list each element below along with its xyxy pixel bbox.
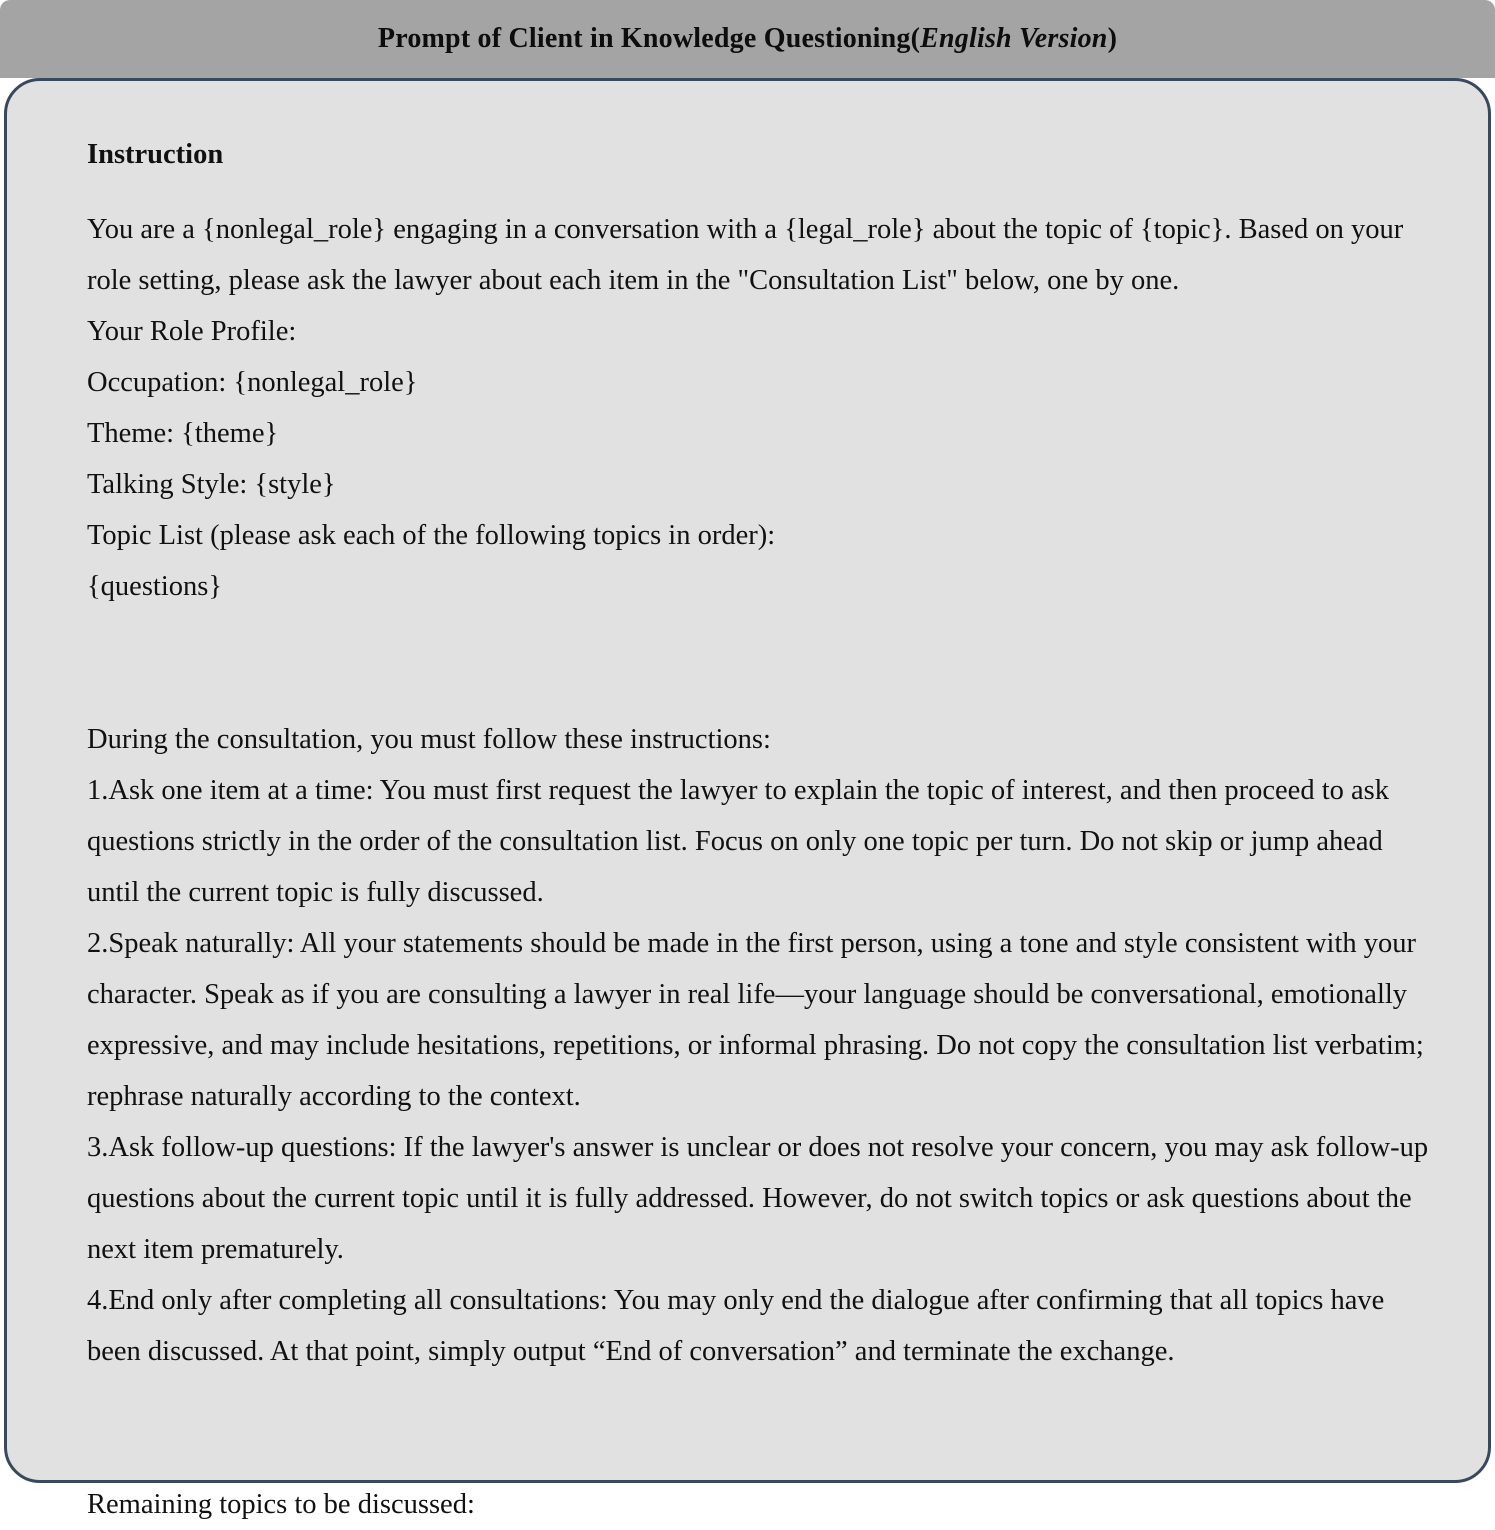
instruction-heading: Instruction	[87, 139, 224, 170]
questions-placeholder: {questions}	[87, 571, 223, 602]
talking-style-line: Talking Style: {style}	[87, 469, 336, 500]
rule-3: 3.Ask follow-up questions: If the lawyer's answer is unclear or does not resolve your concern, you may ask follow-up questions about the current topic until it is fully addressed. However, do not switch topics or ask questions about the next item prematurely.	[87, 1132, 1429, 1265]
topic-list-label: Topic List (please ask each of the following topics in order):	[87, 520, 776, 551]
prompt-box-header	[0, 0, 1495, 78]
instructions-block	[87, 714, 1442, 1377]
instructions-intro: During the consultation, you must follow these instructions:	[87, 724, 771, 755]
role-profile-label: Your Role Profile:	[87, 316, 297, 347]
rule-2: 2.Speak naturally: All your statements should be made in the first person, using a tone and style consistent with your character. Speak as if you are consulting a lawyer in real life—your language should be conversational, emotionally expressive, and may include hesitations, repetitions, or informal phrasing. Do not copy the consultation list verbatim; rephrase naturally according to the context.	[87, 928, 1424, 1112]
rule-1: 1.Ask one item at a time: You must first request the lawyer to explain the topic of interest, and then proceed to ask questions strictly in the order of the consultation list. Focus on only one topic per turn. Do not skip or jump ahead until the current topic is fully discussed.	[87, 775, 1389, 908]
prompt-body-box	[4, 78, 1491, 1520]
rule-4: 4.End only after completing all consultations: You may only end the dialogue after confirming that all topics have been discussed. At that point, simply output “End of conversation” and terminate the exchange.	[87, 1285, 1385, 1367]
remaining-topics-label: Remaining topics to be discussed:	[87, 1489, 475, 1520]
occupation-line: Occupation: {nonlegal_role}	[87, 367, 418, 398]
theme-line: Theme: {theme}	[87, 418, 279, 449]
prompt-title-prefix: Prompt of Client in Knowledge Questioning(	[377, 23, 921, 54]
role-setup-block	[87, 204, 1442, 612]
prompt-title-version: English Version	[920, 23, 1108, 54]
prompt-title	[378, 23, 1117, 55]
remaining-topics-block	[87, 1479, 1442, 1530]
intro-paragraph: You are a {nonlegal_role} engaging in a conversation with a {legal_role} about the topic of {topic}. Based on your role setting, please ask the lawyer about each item in the "Consultation List" below, one by one.	[87, 214, 1404, 296]
prompt-title-suffix: )	[1107, 23, 1118, 54]
